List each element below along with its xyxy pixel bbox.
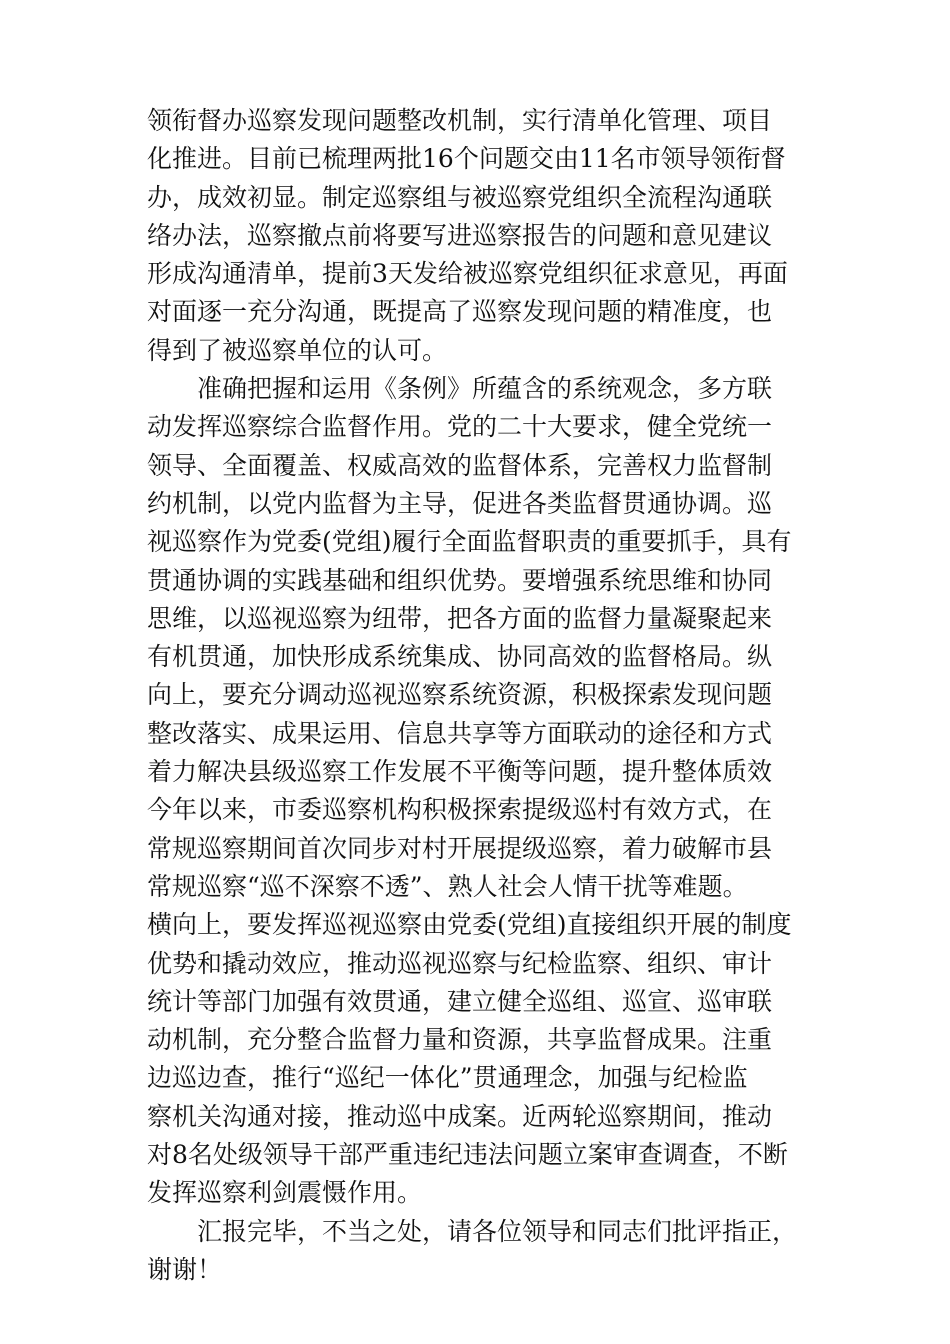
text-line: 汇报完毕，不当之处，请各位领导和同志们批评指正， <box>147 1216 798 1246</box>
text-line: 形成沟通清单，提前3天发给被巡察党组织征求意见，再面 <box>147 259 788 289</box>
text-line: 得到了被巡察单位的认可。 <box>147 335 448 365</box>
text-line: 横向上，要发挥巡视巡察由党委(党组)直接组织开展的制度 <box>147 910 792 940</box>
text-line: 约机制，以党内监督为主导，促进各类监督贯通协调。巡 <box>147 488 773 518</box>
text-line: 今年以来，市委巡察机构积极探索提级巡村有效方式，在 <box>147 795 773 825</box>
text-line: 动机制，充分整合监督力量和资源，共享监督成果。注重 <box>147 1025 773 1055</box>
text-line: 谢谢！ <box>147 1254 223 1284</box>
text-line: 准确把握和运用《条例》所蕴含的系统观念，多方联 <box>147 374 773 404</box>
text-line: 察机关沟通对接，推动巡中成案。近两轮巡察期间，推动 <box>147 1101 773 1131</box>
text-line: 统计等部门加强有效贯通，建立健全巡组、巡宣、巡审联 <box>147 986 773 1016</box>
text-line: 贯通协调的实践基础和组织优势。要增强系统思维和协同 <box>147 565 773 595</box>
text-line: 领导、全面覆盖、权威高效的监督体系，完善权力监督制 <box>147 450 773 480</box>
text-line: 着力解决县级巡察工作发展不平衡等问题，提升整体质效 <box>147 757 773 787</box>
text-line: 优势和撬动效应，推动巡视巡察与纪检监察、组织、审计 <box>147 948 773 978</box>
text-line: 视巡察作为党委(党组)履行全面监督职责的重要抓手，具有 <box>147 527 792 557</box>
text-line: 向上，要充分调动巡视巡察系统资源，积极探索发现问题 <box>147 680 773 710</box>
text-line: 整改落实、成果运用、信息共享等方面联动的途径和方式 <box>147 718 773 748</box>
text-line: 常规巡察期间首次同步对村开展提级巡察，着力破解市县 <box>147 833 773 863</box>
text-line: 办，成效初显。制定巡察组与被巡察党组织全流程沟通联 <box>147 182 773 212</box>
text-line: 有机贯通，加快形成系统集成、协同高效的监督格局。纵 <box>147 642 773 672</box>
text-line: 络办法，巡察撤点前将要写进巡察报告的问题和意见建议 <box>147 220 773 250</box>
text-line: 动发挥巡察综合监督作用。党的二十大要求，健全党统一 <box>147 412 773 442</box>
text-line: 化推进。目前已梳理两批16个问题交由11名市领导领衔督 <box>147 144 786 174</box>
text-line: 发挥巡察利剑震慑作用。 <box>147 1178 423 1208</box>
text-line: 边巡边查，推行“巡纪一体化”贯通理念，加强与纪检监 <box>147 1063 748 1093</box>
text-line: 对面逐一充分沟通，既提高了巡察发现问题的精准度，也 <box>147 297 773 327</box>
text-line: 对8名处级领导干部严重违纪违法问题立案审查调查，不断 <box>147 1140 788 1170</box>
text-line: 常规巡察“巡不深察不透”、熟人社会人情干扰等难题。 <box>147 871 748 901</box>
document-body <box>147 102 827 1289</box>
text-line: 思维，以巡视巡察为纽带，把各方面的监督力量凝聚起来 <box>147 603 773 633</box>
text-line: 领衔督办巡察发现问题整改机制，实行清单化管理、项目 <box>147 106 773 135</box>
